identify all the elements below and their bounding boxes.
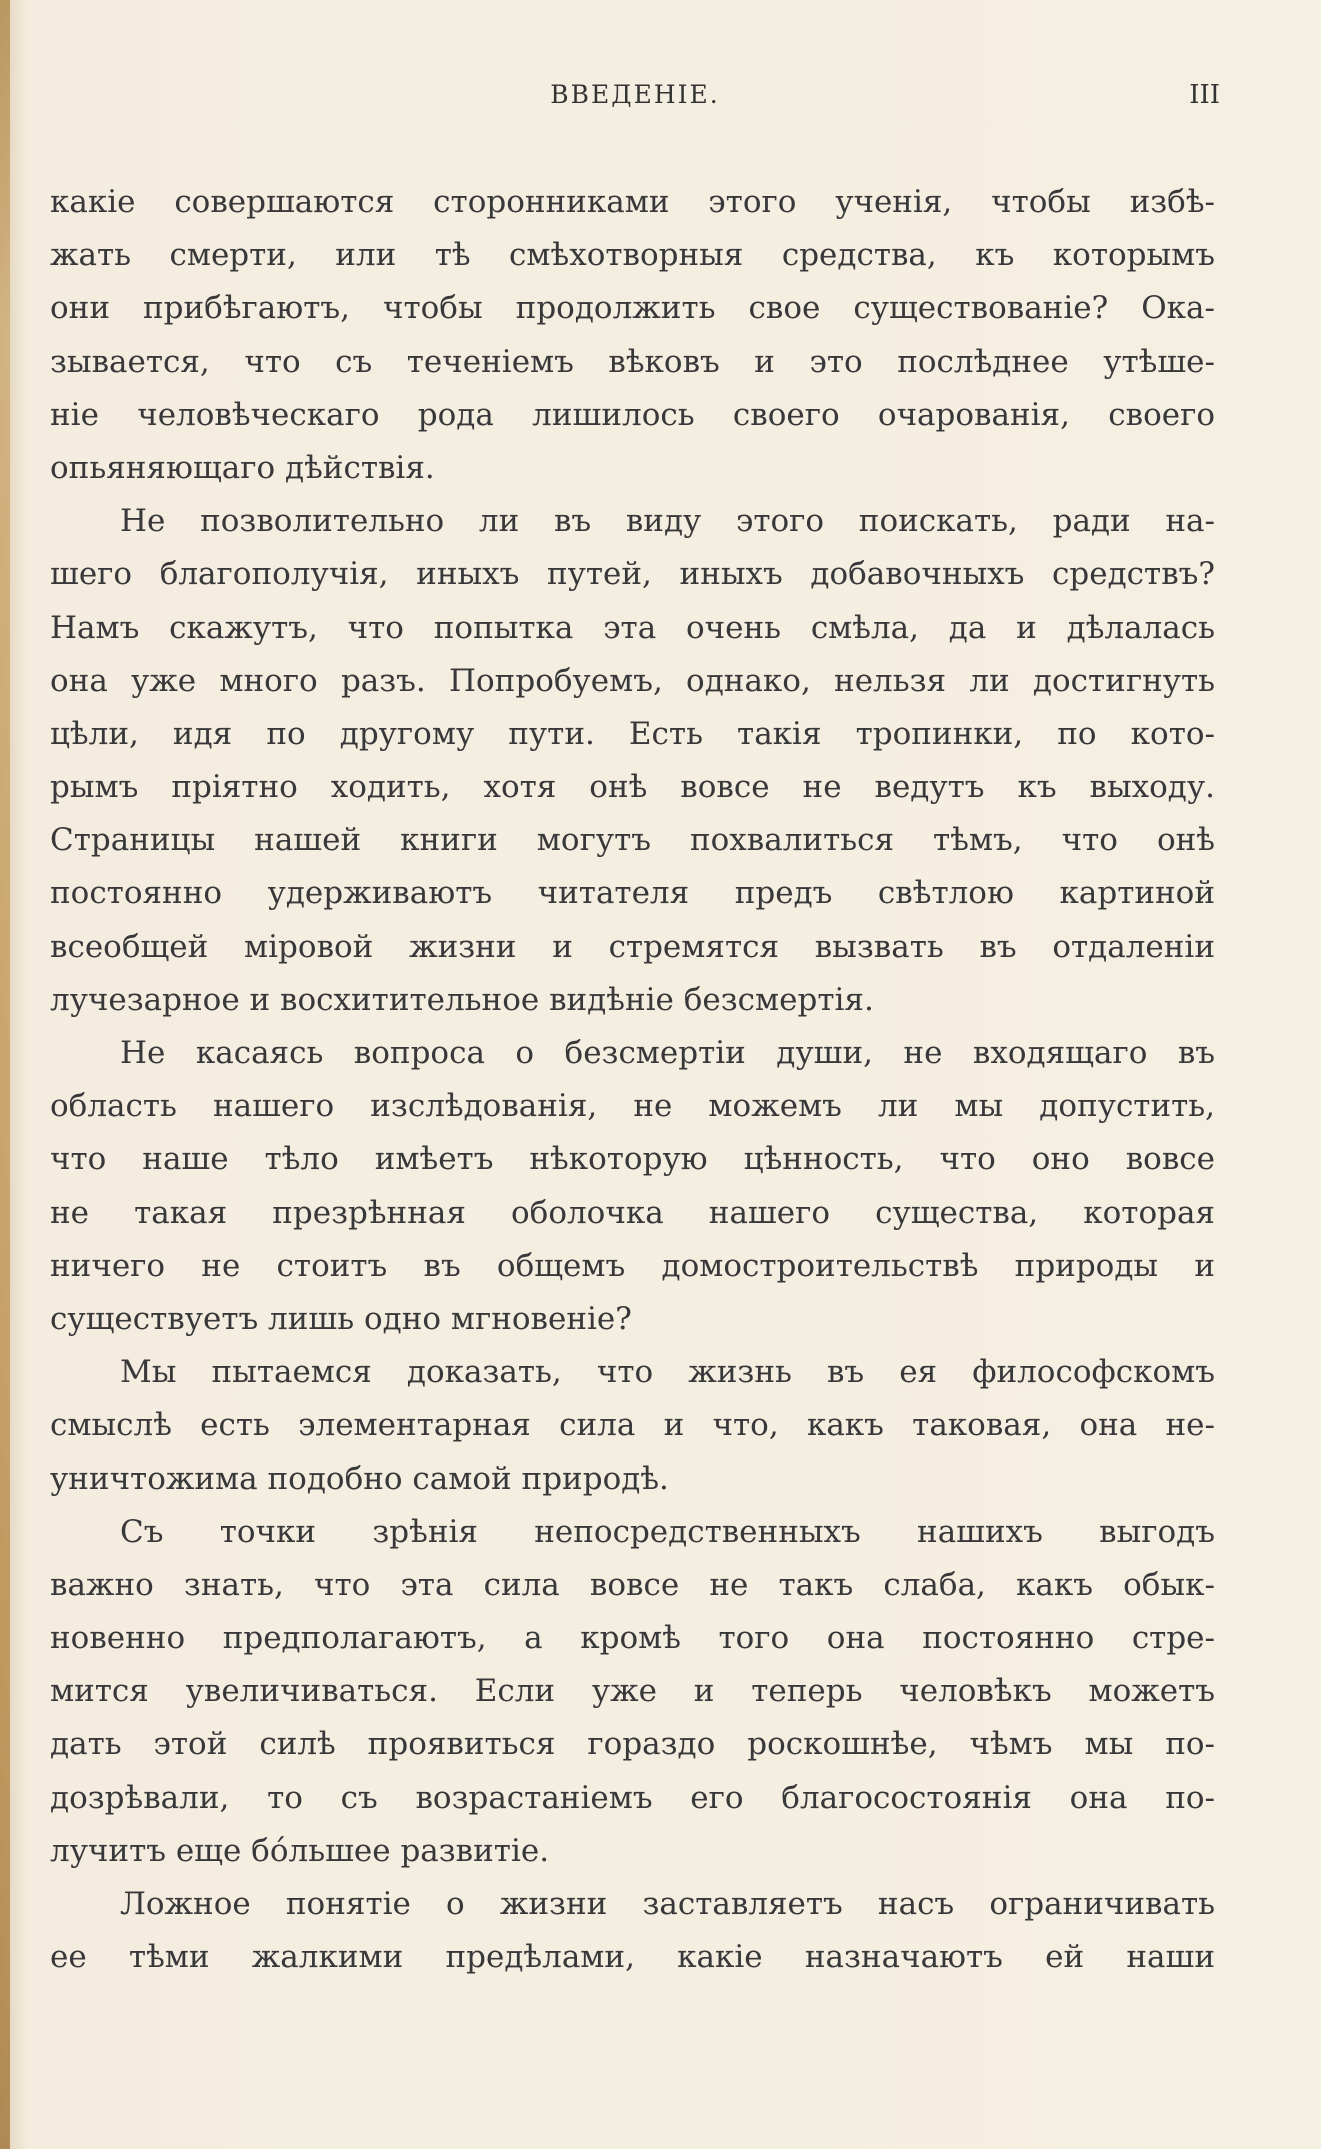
text-line: что наше тѣло имѣетъ нѣкоторую цѣнность, что оно вовсе	[50, 1141, 1215, 1178]
text-line: ніе человѣческаго рода лишилось своего очарованія, своего	[50, 396, 1215, 433]
text-line: ничего не стоитъ въ общемъ домостроительствѣ природы и	[50, 1247, 1215, 1284]
text-line: дозрѣвали, то съ возрастаніемъ его благосостоянія она по-	[50, 1779, 1215, 1816]
text-line: ее тѣми жалкими предѣлами, какіе назначаютъ ей наши	[50, 1939, 1215, 1976]
text-line: новенно предполагаютъ, а кромѣ того она постоянно стре-	[50, 1620, 1215, 1657]
text-line: цѣли, идя по другому пути. Есть такія тропинки, по кото-	[50, 715, 1215, 752]
page-number: III	[1189, 80, 1220, 110]
text-line: существуетъ лишь одно мгновеніе?	[50, 1300, 632, 1337]
text-line: всеобщей міровой жизни и стремятся вызвать въ отдаленіи	[50, 928, 1215, 965]
text-line: рымъ пріятно ходить, хотя онѣ вовсе не ведутъ къ выходу.	[50, 769, 1215, 806]
text-line: уничтожима подобно самой природѣ.	[50, 1460, 669, 1497]
text-line: опьяняющаго дѣйствія.	[50, 449, 435, 486]
text-line: какіе совершаются сторонниками этого ученія, чтобы избѣ-	[50, 184, 1215, 220]
text-line: Ложное понятіе о жизни заставляетъ насъ ограничивать	[120, 1886, 1215, 1922]
text-line: мится увеличиваться. Если уже и теперь человѣкъ можетъ	[50, 1673, 1215, 1710]
text-line: смыслѣ есть элементарная сила и что, какъ таковая, она не-	[50, 1407, 1215, 1444]
text-line: не такая презрѣнная оболочка нашего существа, которая	[50, 1194, 1215, 1231]
text-line: Съ точки зрѣнія непосредственныхъ нашихъ выгодъ	[120, 1513, 1215, 1550]
text-line: шего благополучія, иныхъ путей, иныхъ добавочныхъ средствъ?	[50, 556, 1215, 593]
text-line: область нашего изслѣдованія, не можемъ ли мы допустить,	[50, 1088, 1215, 1125]
text-line: дать этой силѣ проявиться гораздо роскошнѣе, чѣмъ мы по-	[50, 1726, 1215, 1763]
text-line: она уже много разъ. Попробуемъ, однако, нельзя ли достигнуть	[50, 662, 1215, 699]
text-line: жать смерти, или тѣ смѣхотворныя средства, къ которымъ	[50, 237, 1215, 274]
text-line: постоянно удерживаютъ читателя предъ свѣтлою картиной	[50, 875, 1215, 912]
text-line: лучезарное и восхитительное видѣніе безсмертія.	[50, 981, 874, 1018]
text-line: важно знать, что эта сила вовсе не такъ слаба, какъ обык-	[50, 1566, 1215, 1603]
text-line: Мы пытаемся доказать, что жизнь въ ея философскомъ	[120, 1354, 1215, 1391]
text-line: зывается, что съ теченіемъ вѣковъ и это послѣднее утѣше-	[50, 343, 1215, 380]
text-line: лучитъ еще бо́льшее развитіе.	[50, 1832, 550, 1869]
page-edge-binding	[0, 0, 10, 2149]
text-line: Намъ скажутъ, что попытка эта очень смѣла, да и дѣлалась	[50, 609, 1215, 646]
running-title: ВВЕДЕНІЕ.	[550, 80, 720, 109]
text-line: Не касаясь вопроса о безсмертіи души, не входящаго въ	[120, 1035, 1215, 1071]
text-line: они прибѣгаютъ, чтобы продолжить свое существованіе? Ока-	[50, 290, 1215, 327]
body-text	[50, 176, 1215, 1984]
text-line: Не позволительно ли въ виду этого поискать, ради на-	[120, 503, 1215, 540]
page-header	[50, 80, 1220, 120]
text-line: Страницы нашей книги могутъ похвалиться тѣмъ, что онѣ	[50, 822, 1215, 859]
